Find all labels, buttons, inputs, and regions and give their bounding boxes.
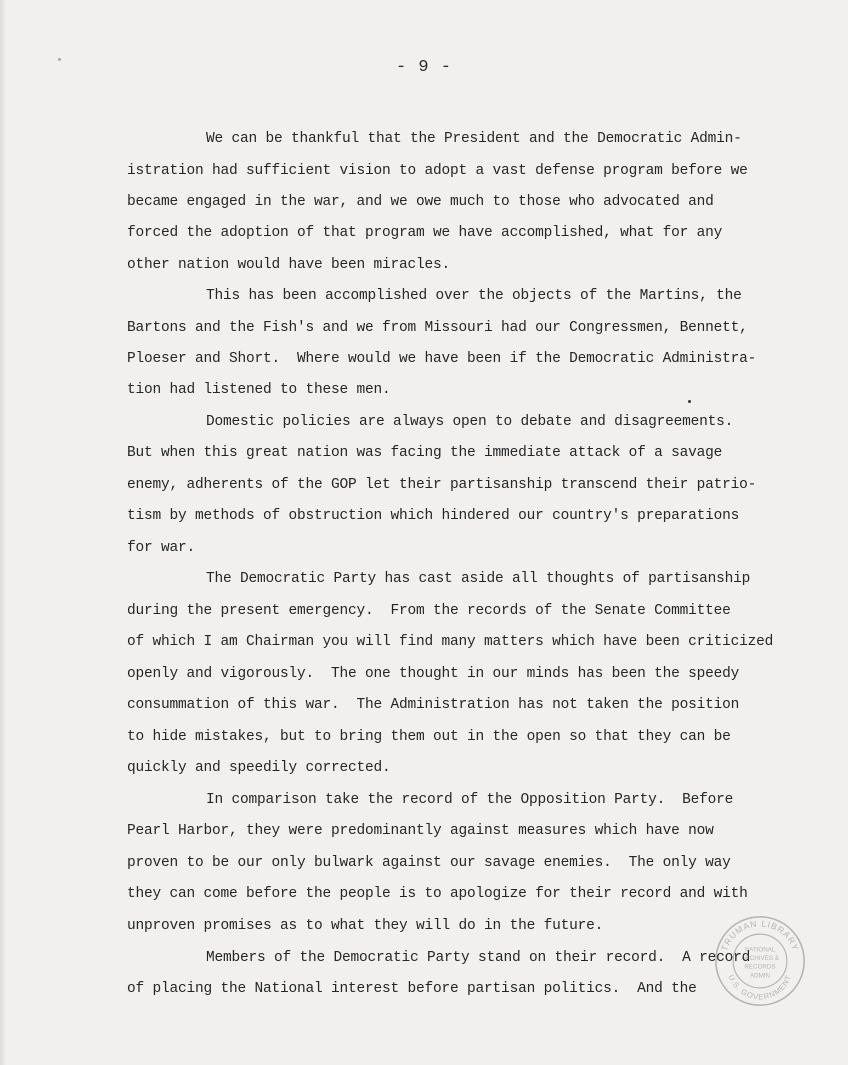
text-line: of which I am Chairman you will find many matters which have been criticized <box>127 634 774 650</box>
page-edge-shadow <box>0 0 6 1065</box>
text-line: But when this great nation was facing the immediate attack of a savage <box>127 445 723 461</box>
text-line: became engaged in the war, and we owe much to those who advocated and <box>127 194 714 210</box>
stamp-inner-line: RECORDS <box>744 963 776 971</box>
text-line: Ploeser and Short. Where would we have been if the Democratic Administra- <box>127 351 757 367</box>
stamp-inner-line: NATIONAL <box>744 946 776 954</box>
text-line: proven to be our only bulwark against our savage enemies. The only way <box>127 855 731 871</box>
text-line: consummation of this war. The Administration has not taken the position <box>127 697 740 713</box>
text-line: In comparison take the record of the Opposition Party. Before <box>206 792 734 808</box>
text-line: Members of the Democratic Party stand on their record. A record <box>206 950 751 966</box>
text-line: during the present emergency. From the records of the Senate Committee <box>127 603 731 619</box>
text-line: openly and vigorously. The one thought in our minds has been the speedy <box>127 666 740 682</box>
text-line: Domestic policies are always open to debate and disagreements. <box>206 414 734 430</box>
page-number: - 9 - <box>395 58 452 77</box>
text-line: We can be thankful that the President and the Democratic Admin- <box>206 131 742 147</box>
text-line: other nation would have been miracles. <box>127 257 451 273</box>
text-line: istration had sufficient vision to adopt a vast defense program before we <box>127 163 748 179</box>
text-line: Pearl Harbor, they were predominantly against measures which have now <box>127 823 714 839</box>
archive-seal-stamp <box>712 913 808 1009</box>
text-line: tion had listened to these men. <box>127 382 391 398</box>
stamp-top-text: TRUMAN LIBRARY <box>719 918 801 953</box>
text-line: forced the adoption of that program we have accomplished, what for any <box>127 225 723 241</box>
stamp-bottom-text: U.S. GOVERNMENT <box>726 973 794 1002</box>
stamp-inner-line: ARCHIVES & <box>741 955 779 963</box>
text-line: unproven promises as to what they will do in the future. <box>127 918 604 934</box>
text-line: enemy, adherents of the GOP let their partisanship transcend their patrio- <box>127 477 757 493</box>
text-line: they can come before the people is to apologize for their record and with <box>127 886 748 902</box>
text-line: tism by methods of obstruction which hindered our country's preparations <box>127 508 740 524</box>
scan-speck <box>58 58 61 61</box>
text-line: of placing the National interest before partisan politics. And the <box>127 981 697 997</box>
text-line: for war. <box>127 540 196 556</box>
stamp-inner-line: ADMIN <box>749 972 771 980</box>
text-line: to hide mistakes, but to bring them out in the open so that they can be <box>127 729 731 745</box>
text-line: This has been accomplished over the objects of the Martins, the <box>206 288 742 304</box>
text-line: Bartons and the Fish's and we from Missouri had our Congressmen, Bennett, <box>127 320 748 336</box>
scan-speck <box>688 400 691 403</box>
text-line: quickly and speedily corrected. <box>127 760 391 776</box>
text-line: The Democratic Party has cast aside all thoughts of partisanship <box>206 571 751 587</box>
